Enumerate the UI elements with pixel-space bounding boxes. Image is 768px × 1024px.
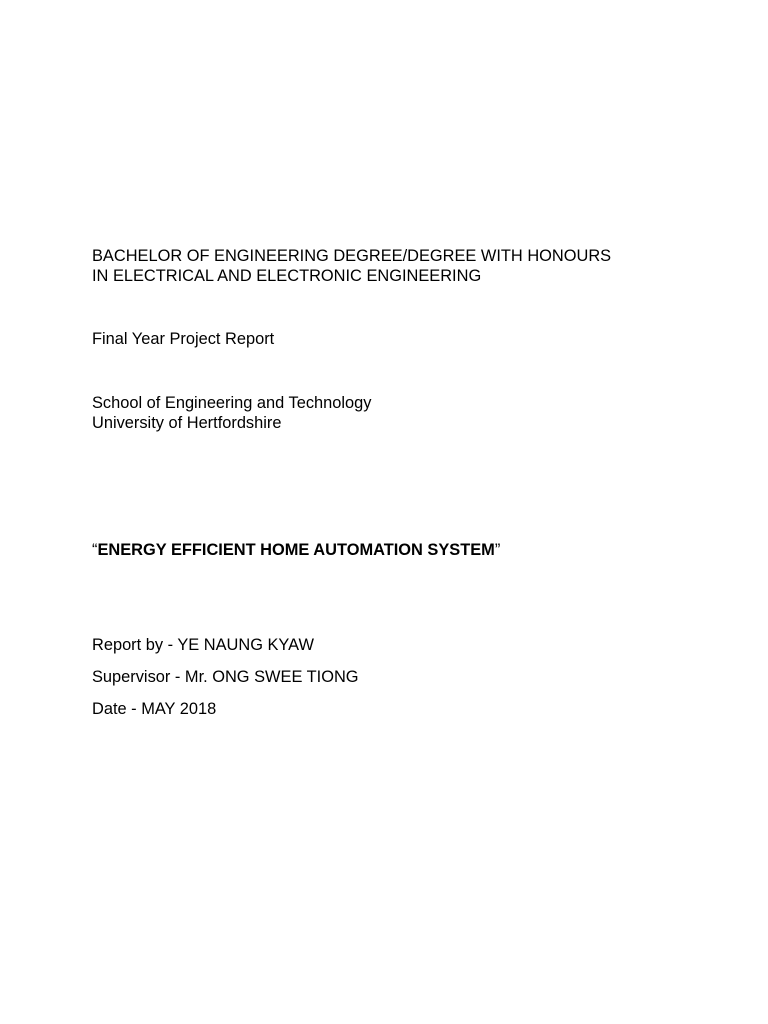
university-name: University of Hertfordshire [92, 414, 282, 432]
open-quote: “ [92, 541, 98, 559]
degree-line-2: IN ELECTRICAL AND ELECTRONIC ENGINEERING [92, 267, 482, 285]
degree-line-1: BACHELOR OF ENGINEERING DEGREE/DEGREE WITH HONOURS [92, 247, 612, 265]
report-author: Report by - YE NAUNG KYAW [92, 636, 314, 654]
close-quote: ” [494, 541, 501, 559]
report-date: Date - MAY 2018 [92, 700, 217, 718]
report-type: Final Year Project Report [92, 330, 275, 348]
school-name: School of Engineering and Technology [92, 394, 372, 412]
report-supervisor: Supervisor - Mr. ONG SWEE TIONG [92, 668, 359, 686]
project-title [92, 540, 500, 560]
project-title-text: ENERGY EFFICIENT HOME AUTOMATION SYSTEM [97, 541, 495, 559]
